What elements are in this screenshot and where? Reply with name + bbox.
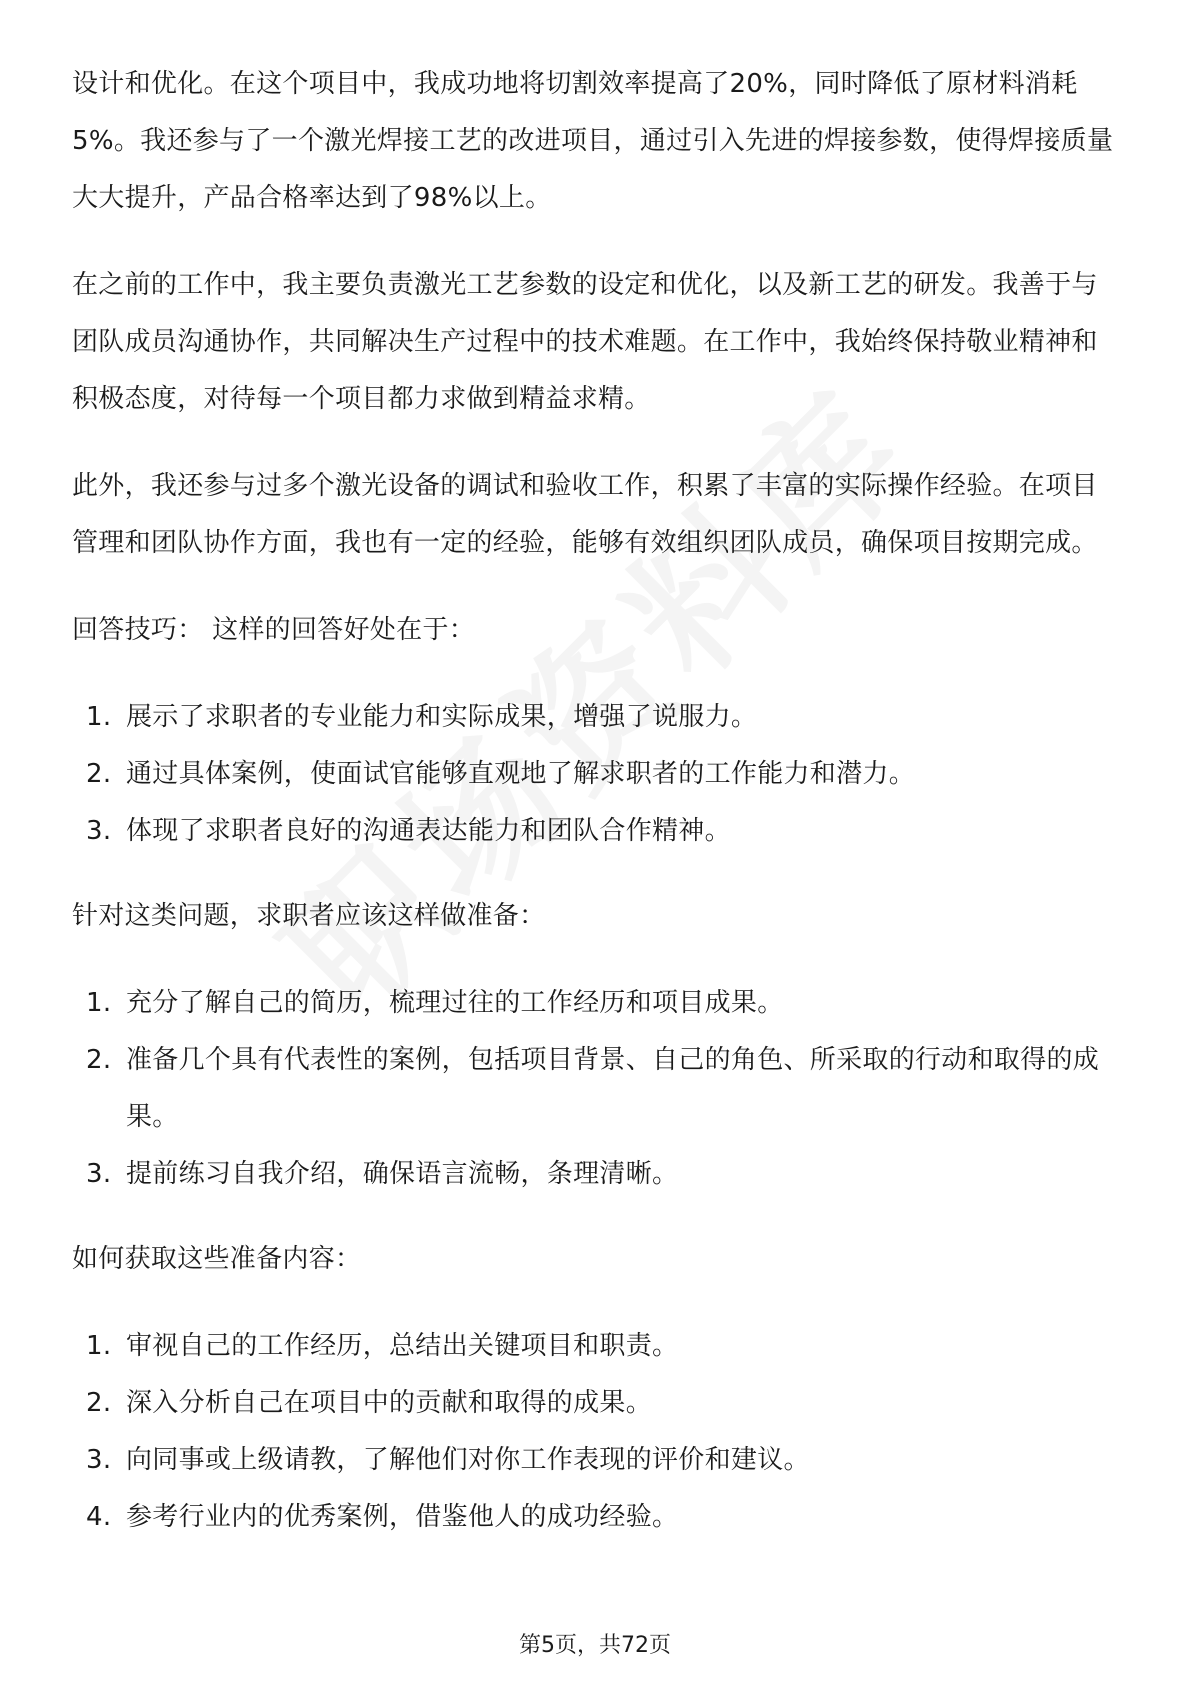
list-number: 2. xyxy=(86,1045,112,1075)
list-item xyxy=(72,1032,1122,1146)
list-text: 深入分析自己在项目中的贡献和取得的成果。 xyxy=(126,1388,653,1418)
list-text: 通过具体案例，使面试官能够直观地了解求职者的工作能力和潜力。 xyxy=(126,759,916,789)
list-number: 1. xyxy=(86,988,112,1018)
list-item xyxy=(72,746,1122,803)
list-item xyxy=(72,1375,1122,1432)
list-number: 1. xyxy=(86,1331,112,1361)
tips-list xyxy=(72,689,1122,860)
list-number: 1. xyxy=(86,702,112,732)
list-item xyxy=(72,1146,1122,1203)
list-text: 充分了解自己的简历，梳理过往的工作经历和项目成果。 xyxy=(126,988,784,1018)
list-text: 展示了求职者的专业能力和实际成果，增强了说服力。 xyxy=(126,702,758,732)
prep-heading: 针对这类问题，求职者应该这样做准备： xyxy=(72,901,546,931)
list-text: 提前练习自我介绍，确保语言流畅，条理清晰。 xyxy=(126,1159,679,1189)
list-item xyxy=(72,1432,1122,1489)
list-item xyxy=(72,689,1122,746)
list-item xyxy=(72,1489,1122,1546)
prep-list xyxy=(72,975,1122,1203)
paragraph-previous-work: 在之前的工作中，我主要负责激光工艺参数的设定和优化，以及新工艺的研发。我善于与团队成员沟通协作，共同解决生产过程中的技术难题。在工作中，我始终保持敬业精神和积极态度，对待每一个项目都力求做到精益求精。 xyxy=(72,270,1098,414)
list-text: 审视自己的工作经历，总结出关键项目和职责。 xyxy=(126,1331,679,1361)
obtain-list xyxy=(72,1318,1122,1546)
tips-heading: 回答技巧： 这样的回答好处在于： xyxy=(72,615,476,645)
list-item xyxy=(72,1318,1122,1375)
paragraph-project-results: 设计和优化。在这个项目中，我成功地将切割效率提高了20%，同时降低了原材料消耗5%。我还参与了一个激光焊接工艺的改进项目，通过引入先进的焊接参数，使得焊接质量大大提升，产品合格率达到了98%以上。 xyxy=(72,69,1114,213)
obtain-heading: 如何获取这些准备内容： xyxy=(72,1244,362,1274)
list-text: 准备几个具有代表性的案例，包括项目背景、自己的角色、所采取的行动和取得的成果。 xyxy=(126,1045,1100,1132)
list-number: 4. xyxy=(86,1502,112,1532)
list-item xyxy=(72,975,1122,1032)
page-number: 第5页，共72页 xyxy=(519,1633,671,1658)
page-content xyxy=(72,56,1122,1574)
list-item xyxy=(72,803,1122,860)
list-number: 2. xyxy=(86,1388,112,1418)
list-text: 体现了求职者良好的沟通表达能力和团队合作精神。 xyxy=(126,816,731,846)
list-number: 2. xyxy=(86,759,112,789)
list-number: 3. xyxy=(86,816,112,846)
list-text: 参考行业内的优秀案例，借鉴他人的成功经验。 xyxy=(126,1502,679,1532)
list-text: 向同事或上级请教，了解他们对你工作表现的评价和建议。 xyxy=(126,1445,810,1475)
paragraph-additional-experience: 此外，我还参与过多个激光设备的调试和验收工作，积累了丰富的实际操作经验。在项目管理和团队协作方面，我也有一定的经验，能够有效组织团队成员，确保项目按期完成。 xyxy=(72,471,1098,558)
list-number: 3. xyxy=(86,1159,112,1189)
list-number: 3. xyxy=(86,1445,112,1475)
